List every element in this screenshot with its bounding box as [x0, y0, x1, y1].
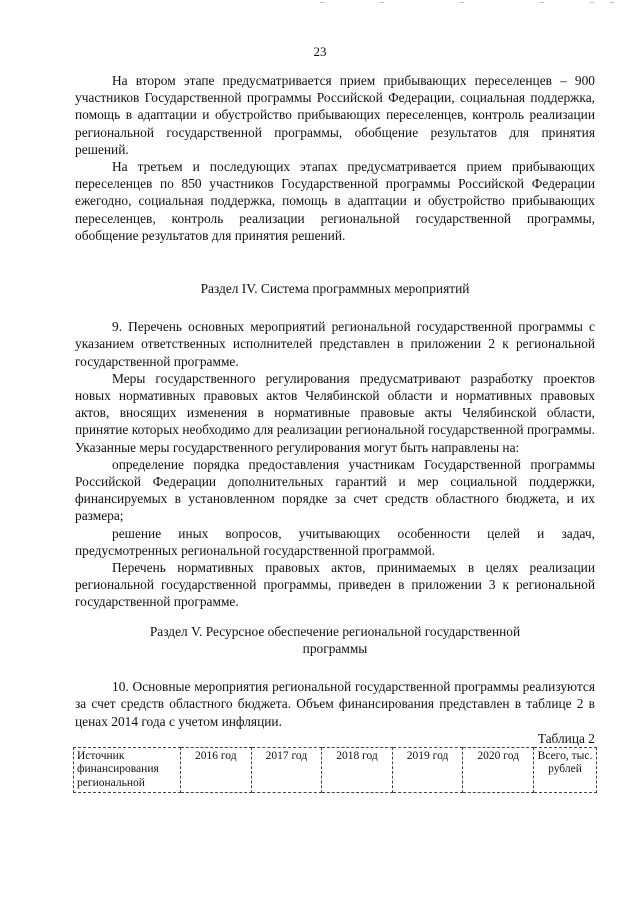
- paragraph: На втором этапе предусматривается прием прибывающих переселенцев – 900 участников Государственной программы Российской Федерации, социальная поддержка, помощь в адаптации и обустройство прибывающих переселенцев, контроль реализации региональной государственной программы, обобщение результатов для принятия решений.: [75, 73, 595, 157]
- section-4-heading: Раздел IV. Система программных мероприятий: [200, 281, 470, 297]
- total-header: Всего, тыс. рублей: [534, 747, 597, 793]
- year-header: 2018 год: [322, 747, 393, 793]
- paragraph: решение иных вопросов, учитывающих особенности целей и задач, предусмотренных региональной государственной программой.: [75, 525, 595, 558]
- section-5-heading: [75, 623, 595, 657]
- year-header: 2020 год: [463, 747, 534, 793]
- page-number: 23: [313, 44, 327, 59]
- year-header: 2016 год: [181, 747, 252, 793]
- scan-artifact: [320, 2, 630, 8]
- table-caption: Таблица 2: [537, 730, 595, 746]
- source-header: Источник финансирования региональной: [74, 747, 181, 793]
- paragraph: 10. Основные мероприятия региональной государственной программы реализуются за счет средств областного бюджета. Объем финансирования представлен в таблице 2 в ценах 2014 года с учетом инфляции.: [75, 679, 595, 729]
- table-header-row: [74, 747, 597, 793]
- section-5-heading-line-1: Раздел V. Ресурсное обеспечение региональной государственной: [149, 623, 521, 639]
- paragraph: На третьем и последующих этапах предусматривается прием прибывающих переселенцев по 850 участников Государственной программы Российской Федерации ежегодно, социальная поддержка, помощь в адаптации и обустройство прибывающих переселенцев, контроль реализации региональной государственной программы, обобщение результатов для принятия решений.: [75, 159, 595, 243]
- paragraph: Перечень нормативных правовых актов, принимаемых в целях реализации региональной государственной программы, приведен в приложении 3 к региональной государственной программе.: [75, 560, 595, 610]
- paragraph: 9. Перечень основных мероприятий региональной государственной программы с указанием ответственных исполнителей представлен в приложении 2 к региональной государственной программе.: [75, 319, 595, 369]
- document-body: [75, 72, 595, 793]
- paragraph: Меры государственного регулирования предусматривают разработку проектов новых нормативных правовых актов Челябинской области и нормативных правовых актов, вносящих изменения в нормативные правовые акты Челябинской области, принятие которых необходимо для реализации региональной государственной программы. Указанные меры государственного регулирования могут быть направлены на:: [75, 370, 595, 455]
- financing-table: [73, 747, 597, 794]
- paragraph: определение порядка предоставления участникам Государственной программы Российской Федерации дополнительных гарантий и мер социальной поддержки, финансируемых в установленном порядке за счет средств областного бюджета, и их размера;: [75, 456, 595, 524]
- year-header: 2019 год: [392, 747, 463, 793]
- section-5-heading-line-2: программы: [302, 640, 368, 656]
- year-header: 2017 год: [251, 747, 322, 793]
